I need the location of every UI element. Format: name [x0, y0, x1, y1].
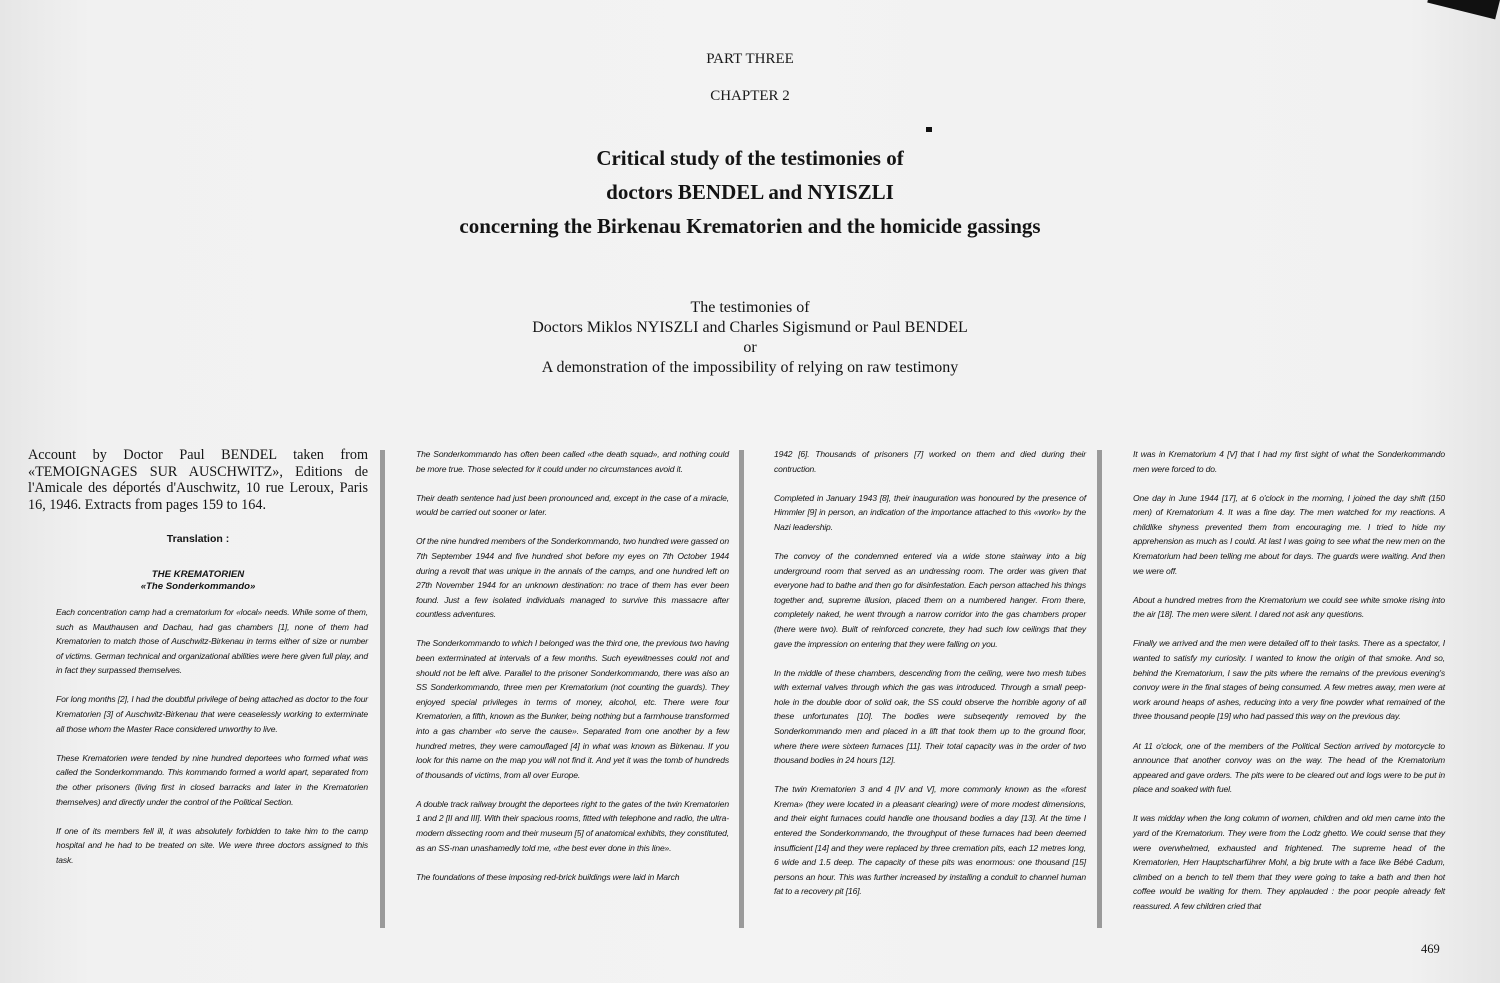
column-1 — [28, 447, 368, 882]
paragraph: These Krematorien were tended by nine hundred deportees who formed what was called the Sonderkommando. This kommando formed a world apart, separated from the other prisoners (living first in closed barracks and later in the Krematorien themselves) and directly under the control of the Political Section. — [56, 752, 368, 807]
paragraph: One day in June 1944 [17], at 6 o'clock in the morning, I joined the day shift (150 men) of Krematorium 4. It was a fine day. The men watched for my reactions. A childlike shyness prevented them from encouraging me. I tried to hide my apprehension as much as I could. At last I was going to see what the new men on the Krematorium had been telling me about for days. The guards were waiting. And then we were off. — [1133, 492, 1445, 576]
paragraph: Each concentration camp had a crematorium for «local» needs. While some of them, such as Mauthausen and Dachau, had gas chambers [1], none of them had Krematorien to match those of Auschwitz-Birkenau in terms either of size or number of victims. German technical and organizational abilities were here given full play, and in fact they surpassed themselves. — [56, 607, 368, 676]
section-title: THE KREMATORIEN — [151, 569, 245, 580]
column-divider — [739, 450, 744, 928]
chapter-heading: CHAPTER 2 — [710, 88, 790, 104]
chapter-title — [0, 141, 1500, 243]
paragraph: Finally we arrived and the men were detailed off to their tasks. There as a spectator, I wanted to satisfy my curiosity. I wanted to know the origin of that smoke. And so, behind the Krematorium, I saw the pits where the remains of the previous evening's convoy were in the final stages of being consumed. A few metres away, men were at work around heaps of ashes, reducing into a very fine powder what remained of the three thousand people [19] who had passed this way on the previous day. — [1133, 638, 1445, 722]
paragraph: Completed in January 1943 [8], their inauguration was honoured by the presence of Himmler [9] in person, an indication of the importance attached to this «work» by the Nazi leadership. — [774, 492, 1086, 532]
paragraph: At 11 o'clock, one of the members of the Political Section arrived by motorcycle to announce that another convoy was on the way. The head of the Krematorium appeared and gave orders. The pits were to be cleared out and logs were to be put in place and soaked with fuel. — [1133, 740, 1445, 795]
paragraph: The foundations of these imposing red-brick buildings were laid in March — [416, 871, 680, 882]
paragraph: Of the nine hundred members of the Sonderkommando, two hundred were gassed on 7th September 1944 and five hundred shot before my eyes on 7th October 1944 during a revolt that was unique in the annals of the camps, and one hundred left on 27th November 1944 for an unknown destination: no trace of them has ever been found. Just a few isolated individuals managed to survive this massacre after countless adventures. — [416, 536, 729, 620]
subtitle-line: Doctors Miklos NYISZLI and Charles Sigismund or Paul BENDEL — [532, 319, 968, 336]
paragraph: The Sonderkommando has often been called «the death squad», and nothing could be more true. Those selected for it could under no circumstances avoid it. — [416, 449, 729, 474]
paragraph: A double track railway brought the deportees right to the gates of the twin Krematorien 1 and 2 [II and III]. With their spacious rooms, fitted with telephone and radio, the ultra-modern dissecting room and their museum [5] of anatomical exhibits, they constituted, as an SS-man unashamedly told me, «the best ever done in this line». — [416, 798, 729, 853]
paragraph: The twin Krematorien 3 and 4 [IV and V], more commonly known as the «forest Krema» (they were located in a pleasant clearing) were of more modest dimensions, and their eight furnaces could handle one thousand bodies a day [13]. At the time I entered the Sonderkommando, the throughput of these furnaces had been deemed insufficient [14] and they were replaced by three cremation pits, each 12 metres long, 6 wide and 1.5 deep. The capacity of these pits was enormous: one thousand [15] persons an hour. This was further increased by installing a conduit to channel human fat to a recovery pit [16]. — [774, 784, 1086, 897]
scan-corner-mark — [1427, 0, 1500, 19]
paragraph: For long months [2], I had the doubtful privilege of being attached as doctor to the four Krematorien [3] of Auschwitz-Birkenau that were ceaselessly working to exterminate all those whom the Master Race considered unworthy to live. — [56, 694, 368, 734]
title-line: Critical study of the testimonies of — [596, 146, 904, 170]
chapter-subtitle — [0, 298, 1500, 378]
paragraph: About a hundred metres from the Krematorium we could see white smoke rising into the air [18]. The men were silent. I dared not ask any questions. — [1133, 594, 1445, 620]
column-divider — [380, 450, 385, 928]
paragraph: 1942 [6]. Thousands of prisoners [7] worked on them and died during their contruction. — [774, 449, 1086, 474]
paragraph: It was midday when the long column of women, children and old men came into the yard of the Krematorium. They were from the Lodz ghetto. We could sense that they were overwhelmed, exhausted and frightened. The supreme head of the Krematorien, Herr Hauptscharführer Mohl, a big brute with a face like Bébé Cadum, climbed on a bench to tell them that they were going to take a bath and then hot coffee would be waiting for them. They applauded : the poor people already felt reassured. A few children cried that — [1133, 813, 1445, 911]
column-3 — [774, 447, 1086, 914]
paragraph: The convoy of the condemned entered via a wide stone stairway into a big underground room that served as an undressing room. The order was given that everyone had to bathe and then go for disinfestation. Each person attached his things together and, supreme illusion, placed them on a numbered hanger. From there, completely naked, he went through a narrow corridor into the gas chambers proper (there were two). Built of reinforced concrete, they had such low ceilings that they gave the impression on entering that they were falling on you. — [774, 550, 1086, 649]
column-divider — [1097, 450, 1102, 928]
title-line: doctors BENDEL and NYISZLI — [606, 180, 894, 204]
section-subtitle: «The Sonderkommando» — [140, 581, 256, 592]
translation-heading: Translation : — [166, 533, 230, 545]
column-4 — [1133, 447, 1445, 928]
subtitle-line: A demonstration of the impossibility of relying on raw testimony — [541, 359, 959, 376]
title-line: concerning the Birkenau Krematorien and the homicide gassings — [459, 214, 1041, 238]
section-heading — [28, 569, 368, 593]
paragraph: It was in Krematorium 4 [V] that I had my first sight of what the Sonderkommando men were forced to do. — [1133, 449, 1445, 474]
paragraph: In the middle of these chambers, descending from the ceiling, were two mesh tubes with external valves through which the gas was introduced. Through a small peep-hole in the double door of solid oak, the SS could observe the horrible agony of all these unfortunates [10]. The bodies were subseqently removed by the Sonderkommando men and placed in a lift that took them up to the ground floor, where there were sixteen furnaces [11]. Their total capacity was in the order of two thousand bodies in 24 hours [12]. — [774, 667, 1086, 766]
column-1-text — [28, 605, 368, 867]
paragraph: If one of its members fell ill, it was absolutely forbidden to take him to the camp hospital and he had to be treated on site. We were three doctors assigned to this task. — [56, 825, 368, 865]
subtitle-line: The testimonies of — [690, 299, 810, 316]
page-number: 469 — [1421, 942, 1440, 956]
part-heading: PART THREE — [706, 51, 794, 67]
source-account: Account by Doctor Paul BENDEL taken from «TEMOIGNAGES SUR AUSCHWITZ», Editions de l'Amicale des déportés d'Auschwitz, 10 rue Leroux, Paris 16, 1946. Extracts from pages 159 to 164. — [28, 447, 368, 513]
subtitle-line: or — [743, 339, 757, 356]
paragraph: The Sonderkommando to which I belonged was the third one, the previous two having been exterminated at intervals of a few months. Such eyewitnesses could not and should not be left alive. Parallel to the prisoner Sonderkommando, there was also an SS Sonderkommando, three men per Krematorium (not counting the guards). They enjoyed special privileges in terms of money, alcohol, etc. There were four Krematorien, a fifth, known as the Bunker, being nothing but a farmhouse transformed into a gas chamber «to serve the cause». Separated from one another by a few hundred metres, they were camouflaged [4] in what was known as Birkenau. If you look for this name on the map you will not find it. And yet it was the tomb of hundreds of thousands of victims, from all over Europe. — [416, 638, 729, 780]
paragraph: Their death sentence had just been pronounced and, except in the case of a miracle, would be carried out sooner or later. — [416, 492, 729, 518]
bullet-mark — [926, 127, 932, 132]
column-2 — [416, 447, 729, 899]
